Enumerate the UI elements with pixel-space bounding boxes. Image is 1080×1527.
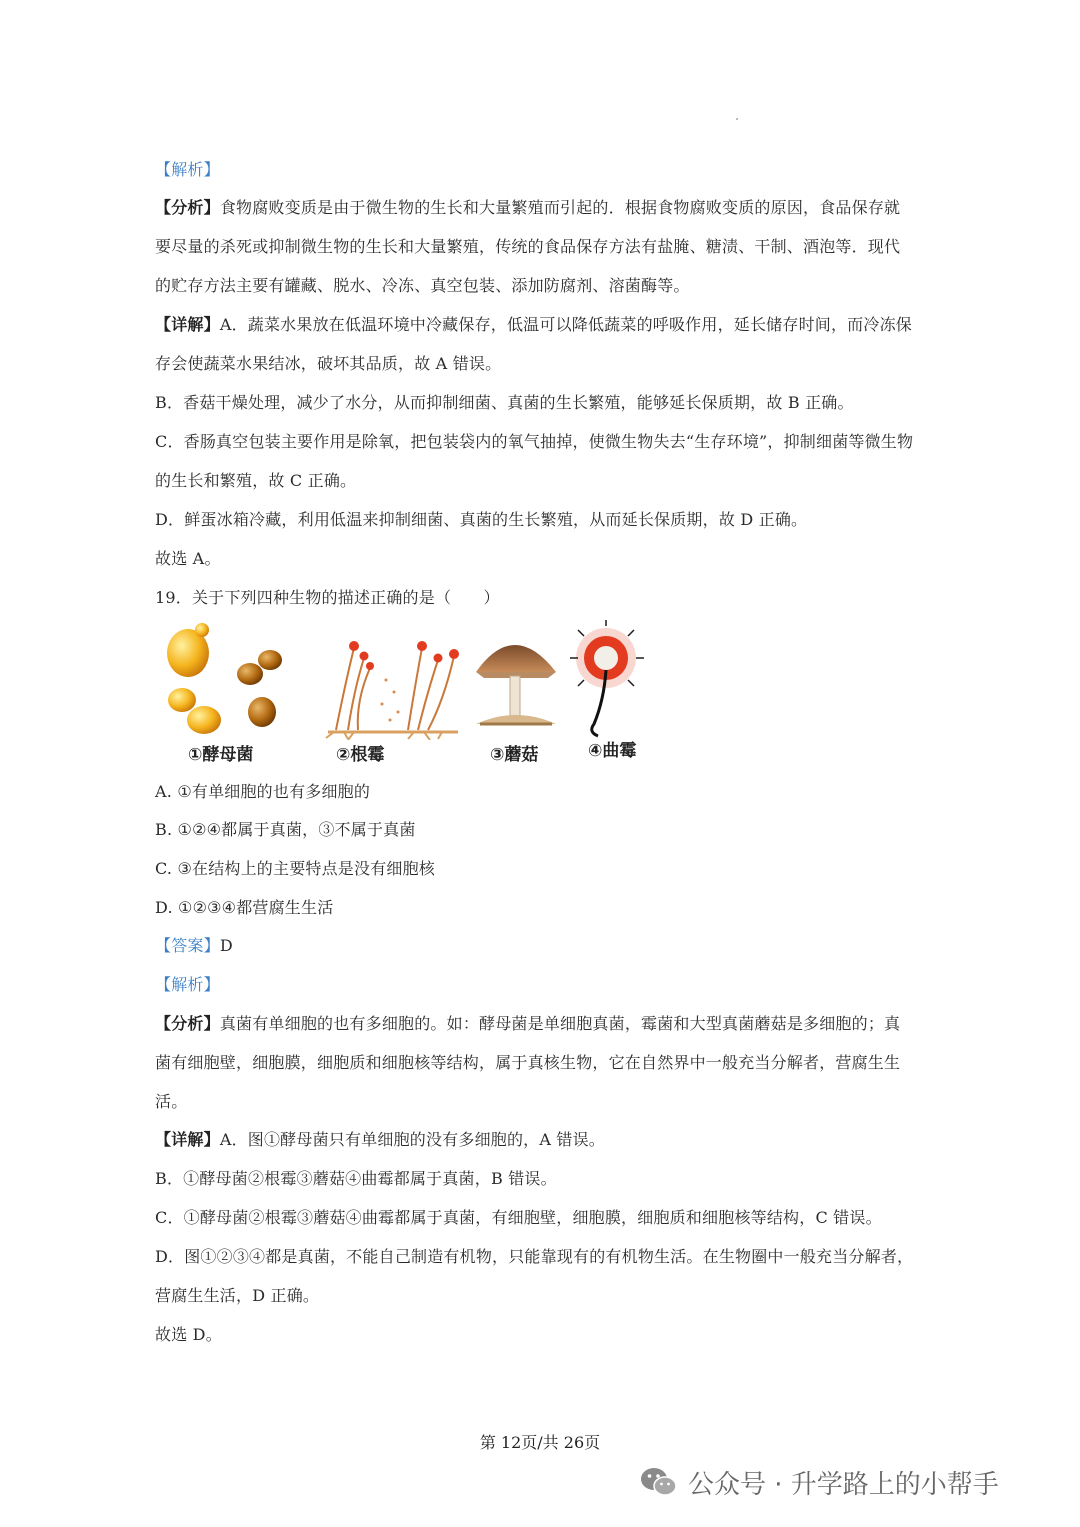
line-9: 的生长和繁殖，故 C 正确。 — [155, 471, 357, 490]
detail-line-d: D．图①②③④都是真菌，不能自己制造有机物，只能靠现有的有机物生活。在生物圈中一般充当分解者， — [155, 1247, 914, 1266]
caption-rhizopus: ②根霉 — [336, 745, 385, 765]
line-10: D．鲜蛋冰箱冷藏，利用低温来抑制细菌、真菌的生长繁殖，从而延长保质期，故 D 正确。 — [155, 510, 808, 529]
line-7: B．香菇干燥处理，减少了水分，从而抑制细菌、真菌的生长繁殖，能够延长保质期，故 B 正确。 — [155, 393, 854, 412]
analysis-line-2: 菌有细胞壁，细胞膜，细胞质和细胞核等结构，属于真核生物，它在自然界中一般充当分解者，营腐生生 — [155, 1053, 901, 1072]
page-footer: 第 12页/共 26页 — [479, 1433, 601, 1452]
detail-line-b: B．①酵母菌②根霉③蘑菇④曲霉都属于真菌，B 错误。 — [155, 1169, 557, 1188]
line-6: 存会使蔬菜水果结冰，破坏其品质，故 A 错误。 — [155, 354, 502, 373]
line-11: 故选 A。 — [155, 549, 221, 568]
analysis-line-1: 【分析】真菌有单细胞的也有多细胞的。如：酵母菌是单细胞真菌，霉菌和大型真菌蘑菇是多细胞的；真 — [155, 1014, 901, 1033]
analysis-heading: 【解析】 — [155, 975, 220, 994]
line-5: 【详解】A．蔬菜水果放在低温环境中冷藏保存，低温可以降低蔬菜的呼吸作用，延长储存时间，而冷冻保 — [155, 315, 912, 334]
speck — [736, 118, 738, 120]
detail-line-c: C．①酵母菌②根霉③蘑菇④曲霉都属于真菌，有细胞壁，细胞膜，细胞质和细胞核等结构，C 错误。 — [155, 1208, 882, 1227]
question-19: 19．关于下列四种生物的描述正确的是（ ） — [155, 588, 500, 607]
watermark-text: 公众号 · 升学路上的小帮手 — [688, 1469, 999, 1500]
option-c: C. ③在结构上的主要特点是没有细胞核 — [155, 859, 435, 878]
yeast-illustration — [167, 623, 282, 734]
caption-aspergillus: ④曲霉 — [588, 741, 637, 761]
line-4: 的贮存方法主要有罐藏、脱水、冷冻、真空包装、添加防腐剂、溶菌酶等。 — [155, 276, 690, 295]
caption-mushroom: ③蘑菇 — [490, 745, 539, 765]
watermark — [640, 1462, 999, 1502]
line-8: C．香肠真空包装主要作用是除氧，把包装袋内的氧气抽掉，使微生物失去“生存环境”，抑制细菌等微生物 — [155, 432, 914, 451]
detail-line-d2: 营腐生生活，D 正确。 — [155, 1286, 320, 1305]
wechat-icon — [640, 1466, 678, 1498]
answer-line: 【答案】D — [155, 936, 233, 955]
caption-yeast: ①酵母菌 — [188, 745, 254, 765]
analysis-line-3: 活。 — [155, 1092, 188, 1111]
detail-line-a: 【详解】A．图①酵母菌只有单细胞的没有多细胞的，A 错误。 — [155, 1130, 606, 1149]
option-d: D. ①②③④都营腐生生活 — [155, 898, 334, 917]
conclusion-line: 故选 D。 — [155, 1325, 222, 1344]
line-2: 【分析】食物腐败变质是由于微生物的生长和大量繁殖而引起的．根据食物腐败变质的原因，食品保存就 — [155, 198, 901, 217]
line-3: 要尽量的杀死或抑制微生物的生长和大量繁殖，传统的食品保存方法有盐腌、糖渍、干制、酒泡等．现代 — [155, 237, 901, 256]
organism-illustrations — [158, 620, 658, 740]
aspergillus-illustration — [570, 620, 644, 736]
option-a: A. ①有单细胞的也有多细胞的 — [155, 782, 371, 801]
rhizopus-illustration — [326, 641, 459, 740]
line-1: 【解析】 — [155, 160, 220, 179]
option-b: B. ①②④都属于真菌，③不属于真菌 — [155, 820, 416, 839]
mushroom-illustration — [476, 645, 556, 724]
organism-figure — [158, 620, 658, 770]
